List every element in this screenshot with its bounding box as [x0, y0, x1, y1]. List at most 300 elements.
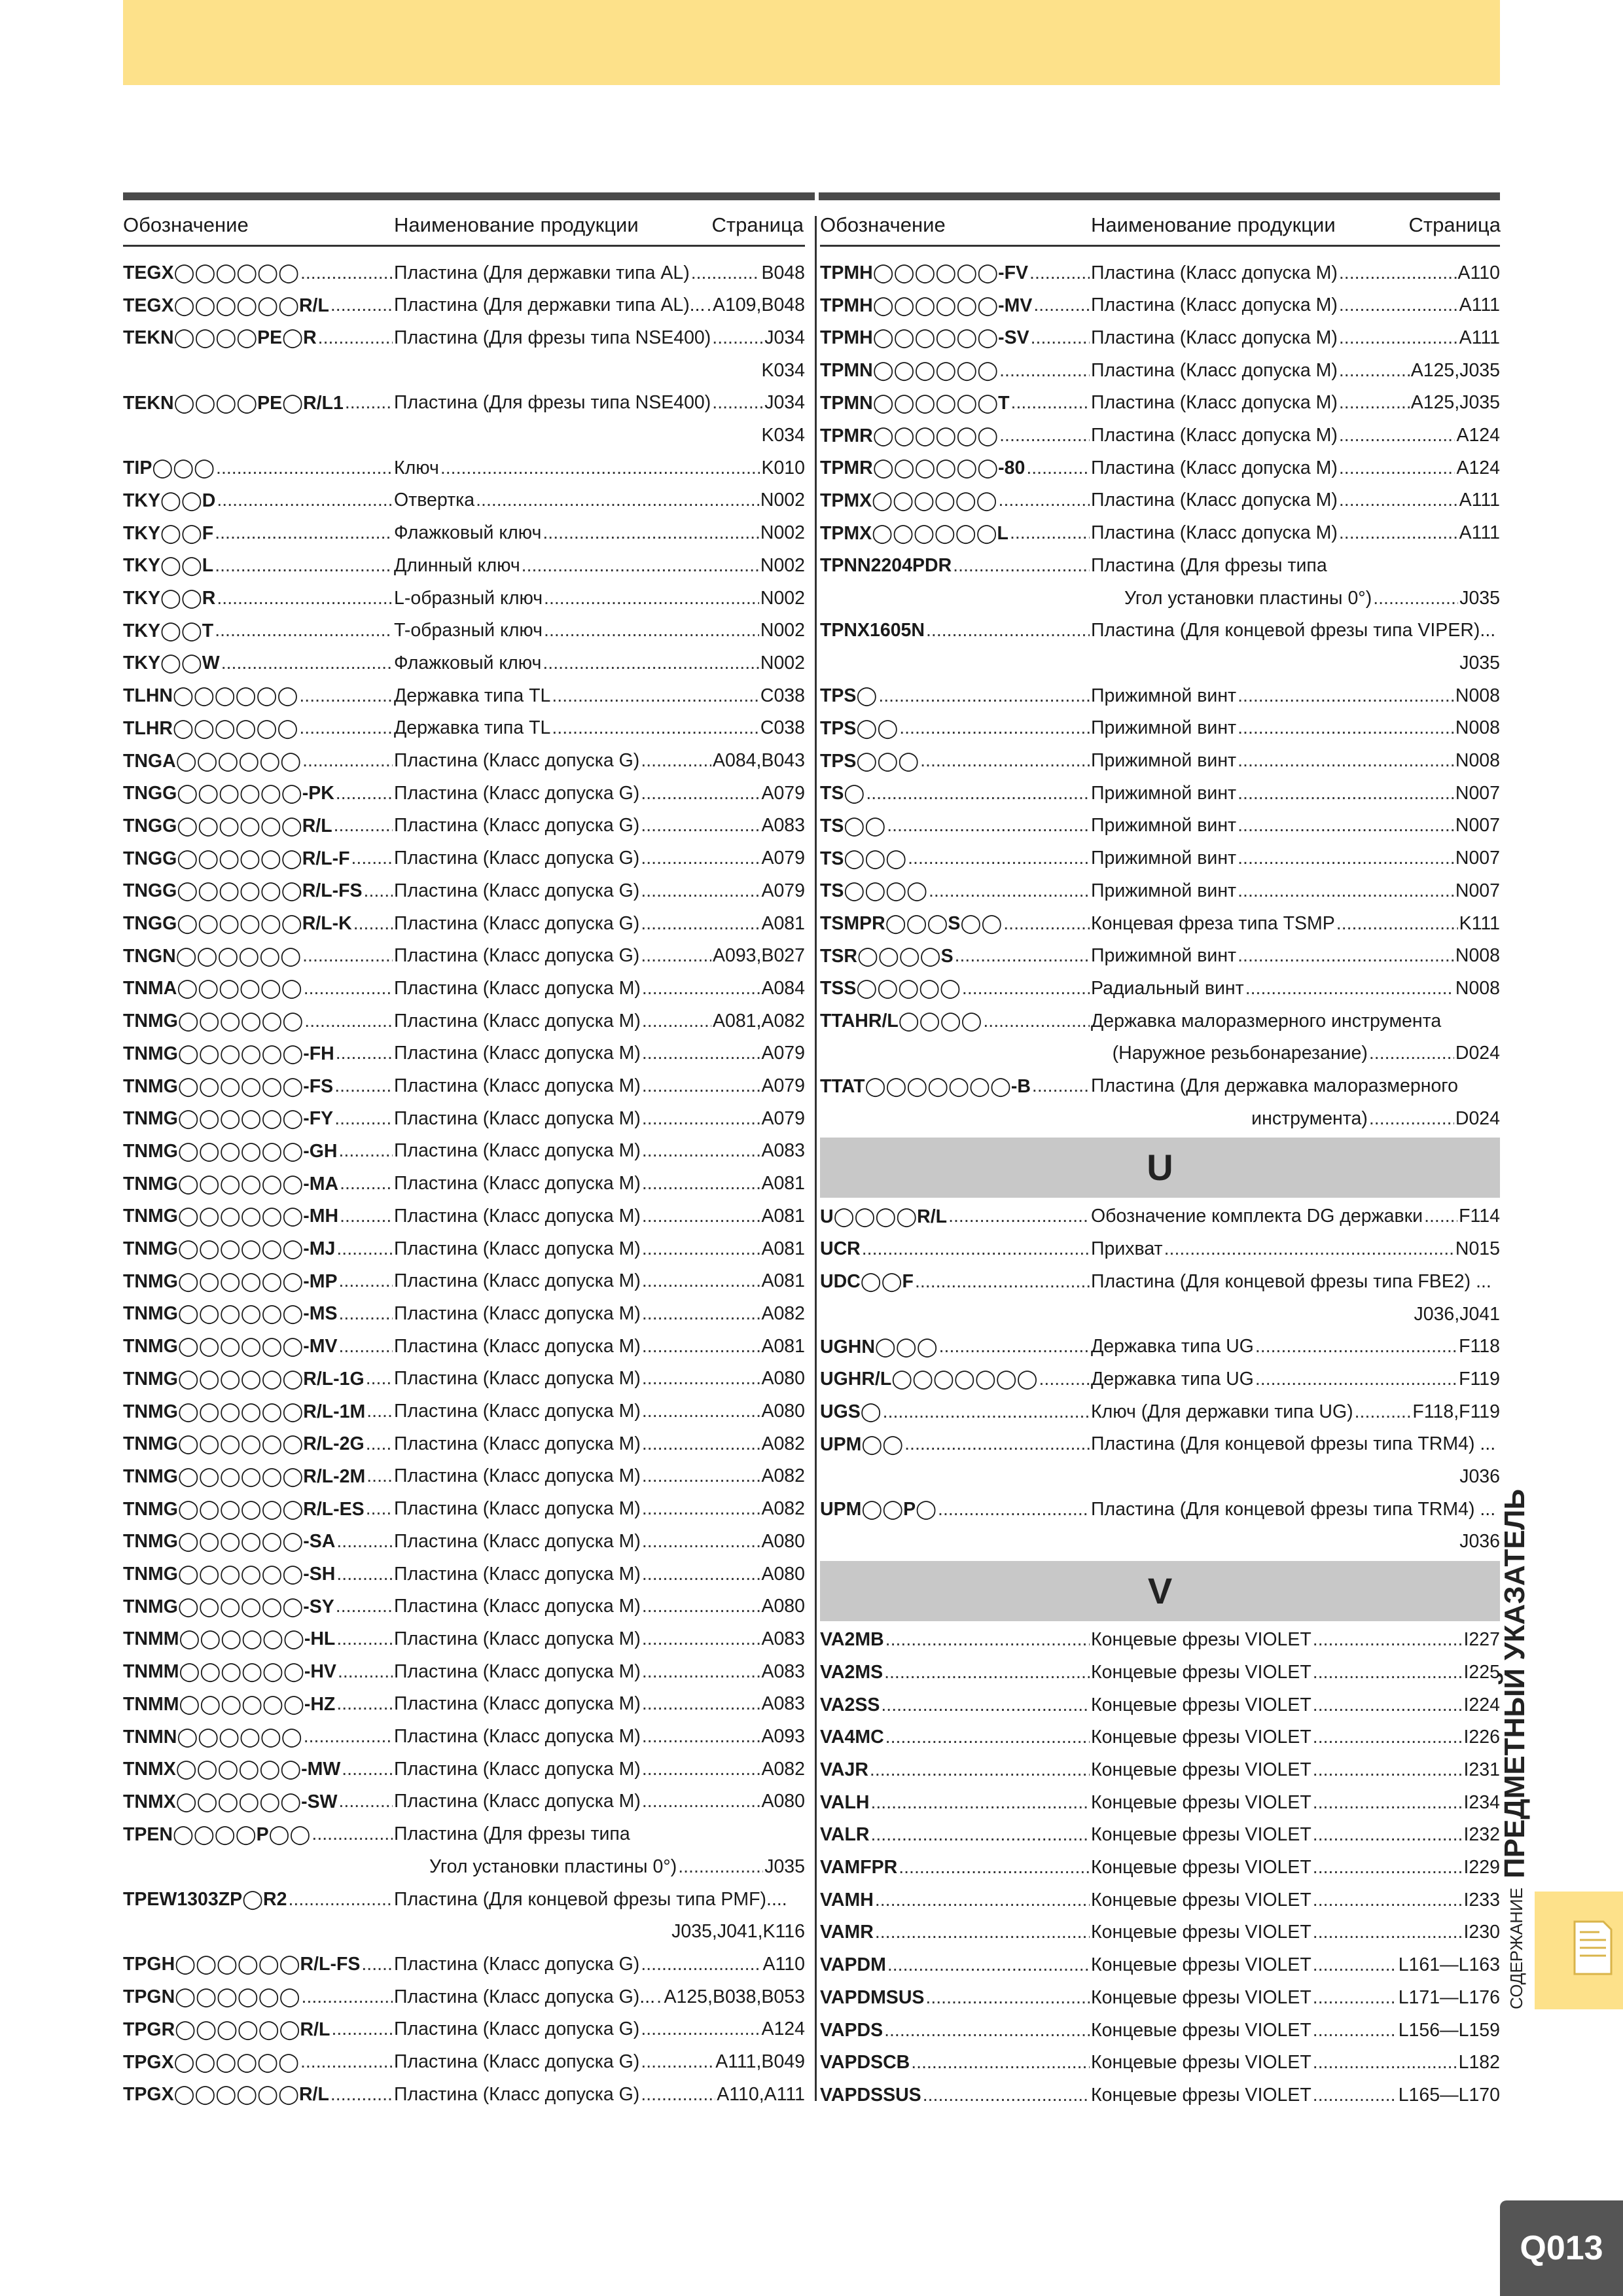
row-name-cell: [1091, 1271, 1500, 1293]
product-name: T-образный ключ: [394, 620, 543, 641]
row-designation-cell: [820, 262, 1091, 284]
row-name-cell: [1091, 1011, 1500, 1032]
page-ref: A080: [761, 1596, 805, 1617]
product-code: VAMH: [820, 1889, 874, 1910]
product-name: Пластина (Класс допуска G)...: [394, 1986, 656, 2007]
page-ref: A081: [761, 1173, 805, 1194]
product-name: Пластина (Для державки типа AL): [394, 262, 690, 283]
leader-dots: [915, 1271, 1090, 1293]
index-row: [820, 420, 1500, 452]
row-name-cell: [1091, 2052, 1500, 2073]
row-designation-cell: [820, 1433, 1091, 1456]
index-row: [123, 1297, 805, 1330]
row-name-cell: [1091, 522, 1500, 544]
product-name: Прижимной винт: [1091, 848, 1237, 869]
index-row: [123, 1753, 805, 1785]
leader-dots: [1313, 2020, 1397, 2041]
row-name-cell: [394, 1498, 805, 1520]
index-row: [820, 1233, 1500, 1266]
product-name: Пластина (Класс допуска G): [394, 815, 640, 836]
page-ref: J035: [1459, 587, 1500, 609]
product-name: Пластина (Класс допуска G): [394, 945, 640, 967]
page-ref: A125,J035: [1410, 392, 1500, 414]
leader-dots: [1424, 1206, 1457, 1227]
leader-dots: [642, 1465, 760, 1487]
page-ref: N002: [760, 620, 805, 641]
page-ref: N007: [1455, 880, 1500, 901]
header-product-name: Наименование продукции: [1091, 213, 1336, 236]
page-ref: N002: [760, 490, 805, 511]
leader-dots: [642, 1433, 760, 1455]
index-row: [123, 1037, 805, 1070]
row-name-cell: [394, 717, 805, 739]
leader-dots: [641, 750, 711, 772]
row-designation-cell: [820, 1890, 1091, 1911]
row-name-cell: [394, 2084, 805, 2106]
page-ref: F119: [1459, 1368, 1500, 1390]
row-designation-cell: [123, 2083, 394, 2106]
row-name-cell: [1091, 945, 1500, 967]
leader-dots: [1238, 750, 1454, 772]
leader-dots: [300, 262, 393, 284]
row-name-cell: [1091, 1662, 1500, 1683]
product-code: TPMR◯◯◯◯◯◯-80: [820, 457, 1026, 479]
row-name-cell: [1091, 913, 1500, 935]
product-name: Державка типа TL: [394, 717, 551, 739]
row-name-cell: [394, 1401, 805, 1422]
product-name: Пластина (Класс допуска M): [1091, 295, 1338, 316]
product-name: Пластина (Класс допуска M): [1091, 490, 1338, 511]
page-ref: N007: [1455, 848, 1500, 869]
leader-dots: [1011, 392, 1090, 414]
product-name: Пластина (Для концевой фрезы типа TRM4) ...: [1091, 1433, 1496, 1455]
row-name-cell: [394, 750, 805, 772]
index-row: [123, 321, 805, 354]
product-name: Державка типа TL: [394, 685, 551, 706]
leader-dots: [366, 1401, 393, 1422]
page-ref: A079: [761, 848, 805, 869]
row-designation-cell: [123, 262, 394, 284]
product-code: TLHN◯◯◯◯◯◯: [123, 685, 298, 707]
row-designation-cell: [123, 1660, 394, 1683]
product-code: TPS◯: [820, 685, 878, 707]
product-code: TTAHR/L◯◯◯◯: [820, 1011, 982, 1032]
index-row: [820, 1852, 1500, 1884]
index-row: [123, 1102, 805, 1135]
index-row: [123, 1395, 805, 1428]
product-code: VAPDS: [820, 2019, 883, 2041]
header-designation: Обозначение: [820, 213, 946, 236]
row-designation-cell: [820, 750, 1091, 772]
product-code: TNMG◯◯◯◯◯◯-MJ: [123, 1238, 336, 1259]
row-name-cell: [1091, 2085, 1500, 2106]
product-code: VALH: [820, 1791, 870, 1813]
index-row: [820, 1624, 1500, 1657]
row-designation-cell: [820, 945, 1091, 967]
row-designation-cell: [123, 652, 394, 674]
product-code: UGS◯: [820, 1401, 882, 1423]
leader-dots: [862, 1238, 1090, 1260]
row-name-cell: [1091, 1727, 1500, 1748]
row-continuation: [123, 425, 805, 446]
row-name-cell: [394, 1011, 805, 1032]
product-code: TNGG◯◯◯◯◯◯R/L-F: [123, 848, 350, 869]
leader-dots: [1313, 1824, 1463, 1846]
product-name: Концевые фрезы VIOLET: [1091, 1857, 1311, 1878]
row-name-cell: [394, 1303, 805, 1325]
row-designation-cell: [820, 2020, 1091, 2041]
product-code: TNMG◯◯◯◯◯◯: [123, 1011, 304, 1032]
page-ref: J036: [1459, 1466, 1500, 1487]
header-rule-left: [123, 245, 805, 247]
row-designation-cell: [820, 295, 1091, 317]
product-code: TNMG◯◯◯◯◯◯-SH: [123, 1564, 336, 1585]
header-product-name: Наименование продукции: [394, 213, 639, 236]
index-row: [123, 745, 805, 778]
index-row: [820, 940, 1500, 973]
product-code: TNMM◯◯◯◯◯◯-HV: [123, 1661, 336, 1683]
page-ref: D024: [1455, 1107, 1500, 1129]
product-code: TNMG◯◯◯◯◯◯-MV: [123, 1336, 338, 1357]
row-designation-cell: [820, 457, 1091, 479]
row-name-cell: [394, 327, 805, 349]
page-ref: A081: [761, 1205, 805, 1227]
leader-dots: [299, 717, 393, 739]
leader-dots: [1245, 978, 1454, 999]
product-name: Пластина (Для концевой фрезы типа FBE2) ...: [1091, 1270, 1491, 1292]
product-code: TNGG◯◯◯◯◯◯-PK: [123, 783, 334, 804]
leader-dots: [899, 1857, 1090, 1878]
product-name: Угол установки пластины 0°): [1124, 587, 1372, 609]
leader-dots: [353, 913, 393, 935]
leader-dots: [366, 1433, 393, 1455]
row-continuation: [820, 1108, 1500, 1130]
row-designation-cell: [123, 717, 394, 740]
product-code: VA2SS: [820, 1694, 880, 1715]
row-name-cell: [394, 457, 805, 479]
product-code: TNMX◯◯◯◯◯◯-SW: [123, 1791, 338, 1812]
page-ref: A083: [761, 1628, 805, 1649]
leader-dots: [1336, 913, 1458, 935]
page-ref: C038: [760, 685, 805, 706]
product-code: TNMM◯◯◯◯◯◯-HZ: [123, 1693, 336, 1715]
index-row: [123, 387, 805, 420]
index-row: [820, 1493, 1500, 1526]
product-code: TPMN◯◯◯◯◯◯T: [820, 392, 1010, 414]
product-name: Пластина (Класс допуска G): [394, 2051, 640, 2072]
index-row: [123, 1168, 805, 1200]
row-designation-cell: [820, 1010, 1091, 1032]
product-code: TPMX◯◯◯◯◯◯L: [820, 522, 1008, 544]
page-ref: A079: [761, 880, 805, 901]
product-name: Концевые фрезы VIOLET: [1091, 2084, 1311, 2106]
page-ref: F118,F119: [1412, 1401, 1500, 1422]
page-ref: J036,J041: [1414, 1303, 1500, 1325]
index-row: [123, 484, 805, 517]
leader-dots: [302, 750, 393, 772]
side-tab-contents[interactable]: СОДЕРЖАНИЕ: [1506, 1887, 1526, 2009]
leader-dots: [656, 1986, 662, 2008]
index-row: [820, 1526, 1500, 1558]
page-ref: A081,A082: [712, 1010, 805, 1031]
row-designation-cell: [820, 1922, 1091, 1943]
row-name-cell: [394, 392, 805, 414]
row-name-cell: [394, 1368, 805, 1390]
leader-dots: [339, 1140, 393, 1162]
page-ref: A080: [761, 1791, 805, 1812]
page-ref: A111: [1459, 295, 1500, 316]
product-name: Пластина (Класс допуска M): [1091, 359, 1338, 381]
leader-dots: [642, 1206, 760, 1227]
product-code: TPNX1605N: [820, 620, 925, 641]
row-designation-cell: [820, 782, 1091, 804]
leader-dots: [641, 913, 760, 935]
index-row: [123, 1070, 805, 1103]
product-name: Отвертка: [394, 490, 475, 511]
index-row: [123, 1135, 805, 1168]
product-code: TPMX◯◯◯◯◯◯: [820, 490, 997, 511]
product-name: Пластина (Класс допуска G): [394, 750, 640, 771]
page-ref: N007: [1455, 782, 1500, 804]
leader-dots: [318, 327, 393, 349]
index-row: [123, 777, 805, 810]
product-name: Концевые фрезы VIOLET: [1091, 1889, 1311, 1910]
row-name-cell: [1091, 1890, 1500, 1911]
leader-dots: [1369, 1108, 1454, 1130]
leader-dots: [1369, 1043, 1454, 1064]
row-designation-cell: [123, 1173, 394, 1195]
section-header: V: [820, 1561, 1500, 1621]
leader-dots: [1255, 1336, 1457, 1357]
page-ref: F114: [1459, 1206, 1500, 1227]
leader-dots: [1313, 1695, 1463, 1716]
row-designation-cell: [123, 2018, 394, 2041]
row-name-cell: [394, 783, 805, 804]
product-code: TPEN◯◯◯◯P◯◯: [123, 1823, 311, 1845]
product-name: Пластина (Класс допуска M): [394, 1302, 641, 1324]
index-row: [820, 1916, 1500, 1949]
leader-dots: [1255, 1369, 1457, 1390]
page-ref: A082: [761, 1758, 805, 1780]
product-code: TKY◯◯L: [123, 555, 214, 577]
leader-dots: [366, 1368, 393, 1390]
product-name: Угол установки пластины 0°): [429, 1856, 677, 1877]
product-code: TKY◯◯R: [123, 588, 216, 609]
leader-dots: [334, 1075, 393, 1097]
index-row: [123, 1623, 805, 1655]
leader-dots: [1238, 880, 1454, 902]
leader-dots: [1339, 295, 1458, 316]
page-ref: A111: [1459, 327, 1500, 348]
row-designation-cell: [123, 327, 394, 349]
row-name-cell: [1091, 1824, 1500, 1846]
leader-dots: [884, 2020, 1090, 2041]
row-designation-cell: [820, 1498, 1091, 1520]
product-name: Прижимной винт: [1091, 717, 1237, 739]
row-name-cell: [394, 1465, 805, 1487]
row-name-cell: [394, 1140, 805, 1162]
leader-dots: [351, 848, 393, 869]
row-designation-cell: [123, 750, 394, 772]
row-designation-cell: [123, 1791, 394, 1813]
row-designation-cell: [820, 490, 1091, 512]
row-designation-cell: [123, 1953, 394, 1975]
leader-dots: [1039, 1369, 1090, 1390]
row-designation-cell: [123, 1628, 394, 1650]
product-code: VAMR: [820, 1922, 874, 1943]
leader-dots: [642, 1693, 760, 1715]
page-ref: J035: [1459, 652, 1500, 673]
product-code: TNMG◯◯◯◯◯◯-MS: [123, 1303, 338, 1325]
product-name: Пластина (Класс допуска G): [394, 848, 640, 869]
index-row: [820, 2079, 1500, 2111]
row-designation-cell: [820, 1368, 1091, 1390]
leader-dots: [1313, 1890, 1463, 1911]
page-ref: A081: [761, 1270, 805, 1292]
leader-dots: [642, 1564, 760, 1585]
leader-dots: [334, 1108, 393, 1130]
leader-dots: [1313, 1857, 1463, 1878]
row-designation-cell: [123, 1368, 394, 1390]
row-name-cell: [1091, 1206, 1500, 1227]
product-code: VAMFPR: [820, 1857, 898, 1878]
row-continuation: [820, 653, 1500, 674]
index-row: [123, 1330, 805, 1363]
row-designation-cell: [123, 490, 394, 512]
page-ref: L182: [1458, 2052, 1500, 2073]
row-continuation: [820, 1304, 1500, 1325]
row-designation-cell: [123, 1238, 394, 1260]
page-ref: L156—L159: [1398, 2019, 1500, 2041]
product-name: Концевые фрезы VIOLET: [1091, 1791, 1311, 1813]
header-page: Страница: [711, 213, 804, 236]
page-ref: A125,B038,B053: [664, 1986, 805, 2007]
leader-dots: [1313, 1662, 1463, 1683]
page-ref: A093: [761, 1726, 805, 1747]
product-code: TS◯◯◯: [820, 848, 907, 869]
row-designation-cell: [123, 1401, 394, 1423]
product-code: TPGX◯◯◯◯◯◯R/L: [123, 2084, 329, 2106]
index-row: [820, 1428, 1500, 1461]
row-name-cell: [1091, 1629, 1500, 1651]
product-name: Пластина (Класс допуска M): [394, 1270, 641, 1292]
index-row: [123, 2078, 805, 2111]
product-code: VA2MB: [820, 1629, 884, 1651]
product-code: TEKN◯◯◯◯PE◯R: [123, 327, 317, 349]
row-name-cell: [1091, 555, 1500, 577]
leader-dots: [544, 588, 759, 609]
folder-icon: [1569, 1918, 1615, 1978]
page-ref: N002: [760, 554, 805, 576]
page-ref: A110: [762, 1953, 805, 1975]
leader-dots: [875, 1922, 1090, 1943]
leader-dots: [1313, 2085, 1397, 2106]
row-designation-cell: [820, 620, 1091, 641]
index-row: [123, 2013, 805, 2046]
row-designation-cell: [123, 1823, 394, 1846]
row-designation-cell: [123, 848, 394, 870]
leader-dots: [678, 1856, 763, 1878]
page-ref: A110,A111: [717, 2083, 805, 2105]
index-row: [123, 289, 805, 322]
index-row: [123, 810, 805, 842]
row-continuation: [820, 1466, 1500, 1488]
page-ref: N002: [760, 522, 805, 544]
page-ref: A111: [1459, 522, 1500, 544]
page-ref: A124: [1456, 457, 1500, 478]
page-ref: N008: [1455, 717, 1500, 739]
page-ref: A082: [761, 1465, 805, 1487]
leader-dots: [552, 685, 759, 707]
product-name: Пластина (Класс допуска M): [1091, 522, 1338, 544]
product-name: Державка малоразмерного инструмента: [1091, 1010, 1442, 1031]
product-name: Пластина (Класс допуска M): [1091, 425, 1338, 446]
row-name-cell: [1091, 1759, 1500, 1781]
page-ref: A079: [761, 782, 805, 804]
row-designation-cell: [123, 945, 394, 967]
index-row: [820, 1819, 1500, 1852]
page-ref: K034: [761, 359, 805, 381]
page-ref: I232: [1463, 1824, 1500, 1846]
row-designation-cell: [123, 1758, 394, 1780]
index-row: [123, 257, 805, 289]
row-name-cell: [1091, 1857, 1500, 1878]
index-row: [123, 1200, 805, 1232]
leader-dots: [1373, 588, 1458, 609]
product-code: TNMG◯◯◯◯◯◯-FH: [123, 1043, 334, 1064]
leader-dots: [366, 1465, 393, 1487]
index-row: [123, 1981, 805, 2013]
leader-dots: [336, 1564, 393, 1585]
row-designation-cell: [123, 1986, 394, 2008]
leader-dots: [641, 783, 760, 804]
index-row: [123, 452, 805, 484]
leader-dots: [1355, 1401, 1412, 1423]
leader-dots: [923, 2085, 1090, 2106]
index-row: [123, 972, 805, 1005]
row-name-cell: [1091, 685, 1500, 707]
product-code: VAJR: [820, 1759, 868, 1780]
row-name-cell: [394, 1531, 805, 1552]
product-name: Концевые фрезы VIOLET: [1091, 1954, 1311, 1976]
row-designation-cell: [123, 1888, 394, 1910]
row-designation-cell: [123, 1596, 394, 1618]
row-name-cell: [394, 522, 805, 544]
index-row: [820, 1265, 1500, 1298]
leader-dots: [642, 1791, 760, 1812]
row-continuation: [123, 360, 805, 382]
index-row: [820, 647, 1500, 679]
row-designation-cell: [123, 1010, 394, 1032]
page-ref: I233: [1463, 1889, 1500, 1910]
product-code: UCR: [820, 1238, 861, 1260]
row-name-cell: [394, 1954, 805, 1975]
product-name: Пластина (Класс допуска M): [394, 1238, 641, 1259]
leader-dots: [345, 392, 393, 414]
leader-dots: [939, 1336, 1090, 1357]
row-designation-cell: [820, 522, 1091, 545]
product-name: Пластина (Класс допуска M): [394, 1791, 641, 1812]
leader-dots: [1313, 1792, 1463, 1814]
leader-dots: [1238, 783, 1454, 804]
row-name-cell: [394, 978, 805, 999]
page-ref: C038: [760, 717, 805, 739]
row-name-cell: [1091, 360, 1500, 382]
row-name-cell: [394, 1043, 805, 1064]
row-designation-cell: [820, 1792, 1091, 1814]
product-code: TPGN◯◯◯◯◯◯: [123, 1986, 300, 2008]
row-designation-cell: [123, 1563, 394, 1585]
